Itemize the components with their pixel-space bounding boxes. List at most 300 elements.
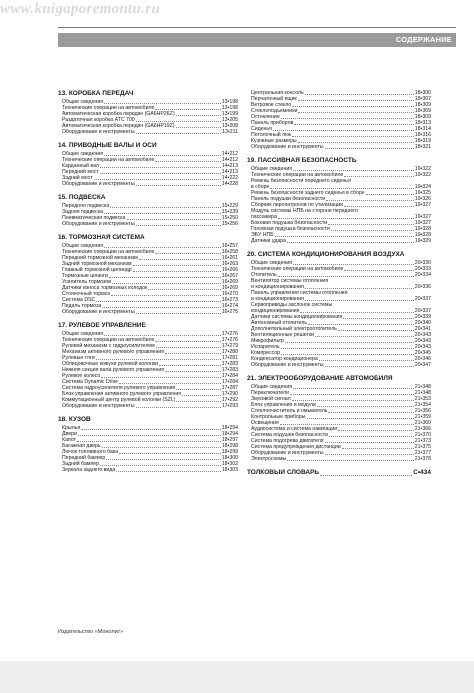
dot-leader — [101, 377, 220, 378]
entry-title: Переключатели — [251, 390, 289, 396]
entry-title: Передний тормозной механизм — [62, 255, 138, 261]
dot-leader — [100, 173, 221, 174]
entry-title: Датчики удара — [251, 238, 286, 244]
page-number: 18•294 — [221, 431, 238, 437]
entry-title: Рулевой механизм с гидроусилителем — [62, 343, 155, 349]
toc-section — [58, 194, 238, 227]
dot-leader — [326, 200, 414, 201]
page-number: 15•256 — [221, 221, 238, 227]
header-bar — [58, 33, 456, 47]
page-number: 15•229 — [221, 203, 238, 209]
toc-entry[interactable] — [58, 309, 238, 315]
dot-leader — [104, 335, 221, 336]
entry-title: Оборудование и инструменты — [251, 450, 324, 456]
toc-section — [247, 157, 431, 244]
page-number: 13•211 — [222, 129, 238, 135]
entry-title: Крылья — [62, 425, 81, 431]
site-watermark: www.knigaporemontu.ru — [0, 1, 160, 17]
page-number: 18•306 — [414, 90, 431, 96]
dot-leader — [293, 388, 414, 389]
dot-leader — [298, 100, 414, 101]
dot-leader — [344, 206, 414, 207]
section-title: 19. ПАССИВНАЯ БЕЗОПАСНОСТЬ — [247, 157, 357, 164]
toc-section — [58, 416, 238, 473]
dot-leader — [293, 170, 414, 171]
dot-leader — [280, 424, 414, 425]
page-number: 20•345 — [414, 350, 431, 356]
entry-title: Рулевые тяги — [62, 355, 95, 361]
entry-title: Потолочный люк — [251, 132, 292, 138]
page-number: 17•287 — [221, 385, 238, 391]
toc-entry[interactable] — [247, 208, 431, 220]
page-number: 18•313 — [414, 120, 431, 126]
dot-leader — [292, 106, 413, 107]
page-number: 21•356 — [414, 408, 431, 414]
entry-title: Кузовные размеры — [251, 138, 297, 144]
top-rule — [58, 27, 456, 28]
entry-title: Панель приборов — [251, 120, 294, 126]
page-number: 20•337 — [414, 296, 431, 302]
entry-title: Датчики системы кондиционирования — [251, 314, 343, 320]
page-number: 16•270 — [221, 291, 238, 297]
toc-section-row[interactable] — [247, 469, 431, 477]
page-number: 16•269 — [221, 279, 238, 285]
toc-entry[interactable] — [247, 302, 431, 314]
entry-title: Багажная дверь — [62, 443, 101, 449]
entry-title: Технические операции на автомобиле — [62, 157, 155, 163]
page-number: 17•276 — [221, 337, 238, 343]
entry-title: Двери — [62, 431, 77, 437]
page-number: 19•327 — [414, 202, 431, 208]
dot-leader — [325, 442, 414, 443]
dot-leader — [136, 121, 221, 122]
page-number: 21•366 — [414, 426, 431, 432]
page-number: 20•341 — [414, 326, 431, 332]
page-number: 18•302 — [221, 461, 238, 467]
entry-title-cont: в сборе — [251, 184, 270, 190]
entry-title: Оборудование и инструменты — [251, 362, 324, 368]
page-number: 18•314 — [414, 126, 431, 132]
entry-title: Система подушек безопасности — [251, 432, 329, 438]
entry-title: Компрессор — [251, 350, 281, 356]
entry-title: Пневматическая подвеска — [62, 215, 126, 221]
entry-title: Сборник пиропатронов по утилизации — [251, 202, 344, 208]
entry-title: Стеклоподъемники — [251, 108, 298, 114]
dot-leader — [136, 185, 221, 186]
entry-title: Конденсатор кондиционера — [251, 356, 318, 362]
toc-entry[interactable] — [58, 181, 238, 187]
dot-leader — [281, 348, 414, 349]
dot-leader — [165, 371, 221, 372]
page-number: 16•258 — [221, 249, 238, 255]
dot-leader — [78, 435, 221, 436]
page-number: 18•319 — [414, 138, 431, 144]
entry-title: Датчики износа тормозных колодок — [62, 285, 148, 291]
entry-title: Стояночный тормоз — [62, 291, 110, 297]
entry-title: Дополнительный электроотопитель — [251, 326, 337, 332]
dot-leader — [287, 242, 414, 243]
entry-title: Электросхемы — [251, 456, 287, 462]
entry-title: Система предупреждения дистанции — [251, 444, 341, 450]
entry-title: Остекление — [251, 114, 280, 120]
dot-leader — [344, 176, 413, 177]
dot-leader — [281, 354, 414, 355]
entry-title: Ремень безопасности переднего сиденья — [251, 178, 351, 184]
entry-title: Общие сведения — [62, 151, 104, 157]
entry-title: Автоматическая коробка передач (GA6HP19Z) — [62, 123, 175, 129]
dot-leader — [298, 112, 413, 113]
dot-leader — [308, 324, 414, 325]
dot-leader — [325, 148, 414, 149]
dot-leader — [136, 225, 221, 226]
page-number: 19•327 — [414, 220, 431, 226]
entry-title: Задний мост — [62, 175, 93, 181]
entry-title: Технические операции на автомобиле — [62, 249, 155, 255]
page-number: 19•328 — [414, 232, 431, 238]
page-number: 18•303 — [221, 467, 238, 473]
page-number: 17•290 — [221, 391, 238, 397]
entry-title: Аудиосистема и система навигации — [251, 426, 338, 432]
dot-leader — [77, 441, 221, 442]
dot-leader — [165, 353, 221, 354]
toc-column-right — [247, 90, 431, 484]
dot-leader — [285, 342, 414, 343]
toc-section — [247, 90, 431, 150]
page-number: 16•273 — [221, 297, 238, 303]
entry-title: Боковая подушка безопасности — [251, 220, 328, 226]
page-number: 20•339 — [414, 314, 431, 320]
page-number: 21•360 — [414, 420, 431, 426]
dot-leader — [104, 213, 221, 214]
page-number: 18•309 — [414, 102, 431, 108]
section-title: 14. ПРИВОДНЫЕ ВАЛЫ И ОСИ — [58, 142, 157, 149]
dot-leader — [133, 265, 221, 266]
entry-title: Центральная консоль — [251, 90, 304, 96]
page-number: 17•283 — [221, 361, 238, 367]
entry-title: Педаль тормоза — [62, 303, 102, 309]
entry-title: Стеклоочиститель и омыватель — [251, 408, 328, 414]
page-number: 16•261 — [221, 255, 238, 261]
page-number: 21•377 — [414, 450, 431, 456]
page-number: С•434 — [413, 469, 431, 476]
entry-title: Система гидроусилителя рулевого управления — [62, 385, 176, 391]
entry-title: Испаритель — [251, 344, 280, 350]
page-number: 13•208 — [221, 123, 238, 129]
header-title: СОДЕРЖАНИЕ — [395, 35, 452, 44]
page-number: 21•373 — [414, 438, 431, 444]
toc-section — [247, 375, 431, 462]
dot-leader — [292, 400, 414, 401]
entry-title: Контрольные приборы — [251, 414, 306, 420]
dot-leader — [100, 167, 221, 168]
page-number: 20•334 — [414, 272, 431, 278]
page-number: 14•228 — [221, 181, 238, 187]
dot-leader — [156, 347, 221, 348]
entry-title: Панель подушки безопасности — [251, 196, 326, 202]
entry-title: Сервоприводы заслонок системы — [251, 302, 333, 308]
dot-leader — [366, 194, 414, 195]
entry-title: ЭБУ НПБ — [251, 232, 274, 238]
entry-title: Задняя подвеска — [62, 209, 104, 215]
dot-leader — [127, 219, 221, 220]
entry-title: Вентилятор системы отопления — [251, 278, 329, 284]
page-number: 13•199 — [221, 111, 238, 117]
dot-leader — [290, 394, 414, 395]
dot-leader — [119, 383, 221, 384]
page-number: 19•322 — [414, 166, 431, 172]
page-number: 18•321 — [414, 144, 431, 150]
entry-title: Оборудование и инструменты — [62, 403, 135, 409]
entry-title-cont: и кондиционирования — [251, 296, 304, 302]
entry-title: Карданный вал — [62, 163, 99, 169]
dot-leader — [176, 127, 221, 128]
dot-leader — [342, 448, 414, 449]
entry-title: Тормозные шланги — [62, 273, 108, 279]
dot-leader — [100, 465, 221, 466]
page-number: 19•324 — [414, 184, 431, 190]
dot-leader — [293, 264, 414, 265]
dot-leader — [119, 453, 221, 454]
dot-leader — [331, 230, 414, 231]
dot-leader — [109, 277, 221, 278]
toc-entry[interactable] — [58, 467, 238, 473]
dot-leader — [155, 341, 220, 342]
page-number: 16•274 — [221, 303, 238, 309]
page-number: 20•337 — [414, 308, 431, 314]
dot-leader — [96, 301, 220, 302]
dot-leader — [102, 447, 221, 448]
dot-leader — [292, 136, 413, 137]
entry-title: Главный тормозной цилиндр — [62, 267, 132, 273]
entry-title: Блок управления активного рулевого управления — [62, 391, 182, 397]
entry-title: Вентиляционные решетки — [251, 332, 315, 338]
page-number: 16•275 — [221, 309, 238, 315]
page-number: 19•325 — [414, 190, 431, 196]
entry-title: Общие сведения — [251, 260, 293, 266]
page-number: 17•280 — [221, 349, 238, 355]
entry-title: Общие сведения — [62, 331, 104, 337]
toc-entry[interactable] — [247, 238, 431, 244]
dot-leader — [319, 360, 414, 361]
entry-title: Передний бампер — [62, 455, 106, 461]
dot-leader — [104, 247, 221, 248]
entry-title: Сиденья — [251, 126, 272, 132]
dot-leader — [159, 365, 221, 366]
dot-leader — [273, 130, 414, 131]
entry-title: Общие сведения — [251, 166, 293, 172]
page-number: 18•298 — [221, 443, 238, 449]
toc-entry[interactable] — [247, 278, 431, 290]
entry-title: Освещение — [251, 420, 279, 426]
section-title: 21. ЭЛЕКТРООБОРУДОВАНИЕ АВТОМОБИЛЯ — [247, 375, 393, 382]
page-number: 20•343 — [414, 332, 431, 338]
page-number: 16•267 — [221, 273, 238, 279]
section-title: 18. КУЗОВ — [58, 416, 91, 423]
entry-title: Отопитель — [251, 272, 277, 278]
toc-entry[interactable] — [247, 362, 431, 368]
page-number: 13•198 — [221, 99, 238, 105]
dot-leader — [111, 295, 221, 296]
entry-title: Коммутационный центр рулевой колонки (SZL) — [62, 397, 176, 403]
entry-title: Зеркала заднего вида — [62, 467, 116, 473]
page-number: 15•239 — [221, 209, 238, 215]
page-number: 17•293 — [221, 403, 238, 409]
dot-leader — [176, 115, 221, 116]
entry-title: Микрофильтр — [251, 338, 285, 344]
dot-leader — [325, 366, 414, 367]
entry-title: Технические операции на автомобиле — [62, 337, 155, 343]
dot-leader — [305, 288, 414, 289]
dot-leader — [305, 300, 414, 301]
entry-title: Оборудование и инструменты — [62, 129, 135, 135]
page-number: 21•359 — [414, 414, 431, 420]
page-number: 19•327 — [414, 214, 431, 220]
page-number: 19•326 — [414, 196, 431, 202]
dot-leader — [294, 124, 413, 125]
page-number: 16•263 — [221, 261, 238, 267]
dot-leader — [343, 318, 413, 319]
entry-title: Раздаточная коробка АТС 700 — [62, 117, 135, 123]
entry-title: Облицовочные кожухи рулевой колонки — [62, 361, 159, 367]
page-number: 19•329 — [414, 238, 431, 244]
dot-leader — [315, 336, 414, 337]
entry-title: Технические операции на автомобиле — [62, 105, 155, 111]
dot-leader — [116, 471, 221, 472]
page-number: 21•354 — [414, 402, 431, 408]
page-number: 14•213 — [221, 169, 238, 175]
page-number: 20•343 — [414, 338, 431, 344]
dot-leader — [307, 418, 414, 419]
dot-leader — [344, 270, 413, 271]
dot-leader — [328, 224, 414, 225]
dot-leader — [176, 389, 220, 390]
toc-entry[interactable] — [247, 178, 431, 190]
dot-leader — [136, 133, 222, 134]
page-number: 21•353 — [414, 396, 431, 402]
toc-entry[interactable] — [58, 403, 238, 409]
dot-leader — [298, 142, 414, 143]
entry-title: Перчаточный ящик — [251, 96, 297, 102]
entry-title: Рулевое колесо — [62, 373, 101, 379]
dot-leader — [281, 118, 414, 119]
dot-leader — [136, 313, 221, 314]
dot-leader — [278, 276, 414, 277]
page-number: 17•284 — [221, 379, 238, 385]
toc-entry[interactable] — [247, 456, 431, 462]
dot-leader — [287, 460, 413, 461]
dot-leader — [155, 109, 220, 110]
dot-leader — [338, 430, 414, 431]
section-title: 15. ПОДВЕСКА — [58, 194, 106, 201]
page-number: 21•348 — [414, 384, 431, 390]
toc-entry[interactable] — [247, 290, 431, 302]
page-number: 14•212 — [221, 157, 238, 163]
page-number: 16•269 — [221, 285, 238, 291]
page-number: 18•316 — [414, 132, 431, 138]
page-number: 21•378 — [414, 456, 431, 462]
toc-entry[interactable] — [58, 221, 238, 227]
page-number: 21•348 — [414, 390, 431, 396]
entry-title: Ремень безопасности заднего сиденья в сборе — [251, 190, 365, 196]
page-number: 17•279 — [221, 343, 238, 349]
toc-entry[interactable] — [247, 144, 431, 150]
page-number: 13•198 — [221, 105, 238, 111]
entry-title: Передняя подвеска — [62, 203, 110, 209]
entry-title: Панель управления системы отопления — [251, 290, 348, 296]
page-number: 20•340 — [414, 320, 431, 326]
toc-entry[interactable] — [58, 129, 238, 135]
page-number: 18•299 — [221, 449, 238, 455]
page-number: 18•297 — [221, 437, 238, 443]
entry-title: Лючок топливного бака — [62, 449, 119, 455]
page-number: 18•307 — [414, 96, 431, 102]
dot-leader — [102, 307, 220, 308]
entry-title: Задний бампер — [62, 461, 100, 467]
entry-title: Усилитель тормозов — [62, 279, 112, 285]
entry-title: Оборудование и инструменты — [62, 221, 135, 227]
entry-title: Механизм активного рулевого управления — [62, 349, 165, 355]
entry-title: Автоматическая коробка передач (GA6HP26Z) — [62, 111, 175, 117]
entry-title: Звуковой сигнал — [251, 396, 291, 402]
dot-leader — [305, 94, 414, 95]
toc-section — [247, 469, 431, 477]
entry-title: Задний тормозной механизм — [62, 261, 132, 267]
page-number: 19•328 — [414, 226, 431, 232]
toc-section — [58, 234, 238, 315]
entry-title-cont: пассажира — [251, 214, 277, 220]
section-title: 17. РУЛЕВОЕ УПРАВЛЕНИЕ — [58, 322, 146, 329]
entry-title-cont: и кондиционирования — [251, 284, 304, 290]
dot-leader — [81, 429, 221, 430]
section-title: 13. КОРОБКА ПЕРЕДАЧ — [58, 90, 134, 97]
dot-leader — [148, 289, 220, 290]
dot-leader — [110, 207, 220, 208]
dot-leader — [104, 103, 221, 104]
entry-title: Оборудование и инструменты — [251, 144, 324, 150]
entry-title: Система Dynamic Drive — [62, 379, 119, 385]
page-number: 20•346 — [414, 356, 431, 362]
page-number: 14•222 — [221, 175, 238, 181]
entry-title-cont: кондиционирования — [251, 308, 300, 314]
dot-leader — [133, 271, 221, 272]
page-number: 21•375 — [414, 444, 431, 450]
entry-title: Блок управления и модули — [251, 402, 316, 408]
dot-leader — [96, 359, 221, 360]
page-number: 14•212 — [221, 151, 238, 157]
dot-leader — [112, 283, 221, 284]
entry-title: Общие сведения — [62, 243, 104, 249]
entry-title: Общие сведения — [62, 99, 104, 105]
page-number: 20•333 — [414, 266, 431, 272]
dot-leader — [275, 236, 414, 237]
entry-title: Оборудование и инструменты — [62, 309, 135, 315]
page-number: 14•213 — [221, 163, 238, 169]
dot-leader — [106, 459, 220, 460]
publisher-footer: Издательство «Монолит» — [58, 629, 124, 635]
entry-title: Технические операции на автомобиле — [251, 266, 344, 272]
page-number: 17•276 — [221, 331, 238, 337]
entry-title: Система DSC — [62, 297, 96, 303]
dot-leader — [320, 475, 412, 476]
dot-leader — [325, 454, 414, 455]
dot-leader — [136, 407, 221, 408]
dot-leader — [300, 312, 413, 313]
page-number: 17•292 — [221, 397, 238, 403]
page-number: 17•281 — [221, 355, 238, 361]
dot-leader — [155, 161, 220, 162]
toc-section — [58, 90, 238, 135]
page-number: 21•370 — [414, 432, 431, 438]
